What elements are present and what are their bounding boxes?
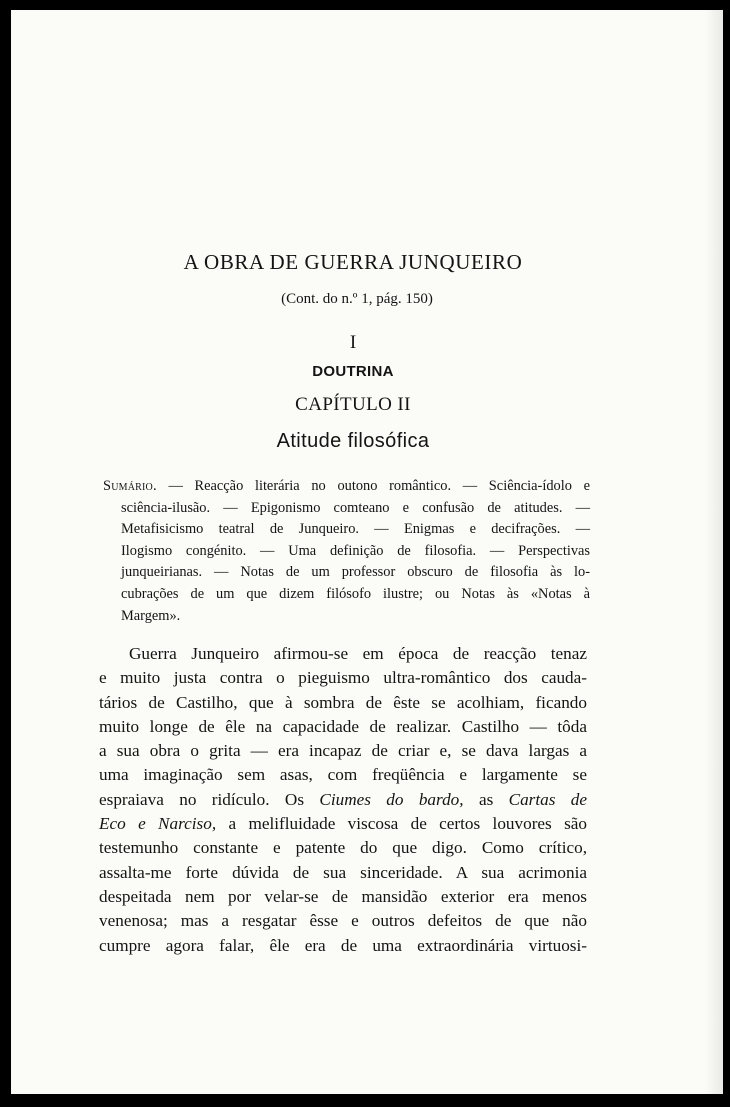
document-page [11, 10, 723, 1094]
body-line: cumpre agora falar, êle era de uma extraordinária virtuosi- [99, 935, 587, 955]
article-subtitle: (Cont. do n.º 1, pág. 150) [281, 291, 433, 307]
body-line: despeitada nem por velar-se de mansidão exterior era menos [99, 886, 587, 906]
book-title-cartas: Cartas de [508, 789, 588, 809]
summary-line: cubrações de um que dizem filósofo ilustre; ou Notas às «Notas à [121, 585, 590, 602]
body-line: espraiava no ridículo. Os Ciumes do bardo, as Cartas de [99, 789, 588, 809]
body-line: muito longe de êle na capacidade de realizar. Castilho — tôda [99, 716, 587, 736]
body-line: assalta-me forte dúvida de sua sinceridade. A sua acrimonia [99, 862, 587, 882]
part-number: I [349, 332, 357, 353]
summary-line: junqueirianas. — Notas de um professor obscuro de filosofia às lo- [121, 564, 590, 581]
body-line: venenosa; mas a resgatar êsse e outros defeitos de que não [99, 911, 587, 931]
summary-line: Metafisicismo teatral de Junqueiro. — Enigmas e decifrações. — [121, 521, 590, 538]
article-title: A OBRA DE GUERRA JUNQUEIRO [183, 250, 523, 274]
body-line: Guerra Junqueiro afirmou-se em época de reacção tenaz [129, 644, 587, 663]
summary-line: Ilogismo congénito. — Uma definição de filosofia. — Perspectivas [121, 542, 590, 559]
body-line: e muito justa contra o pieguismo ultra-romântico dos cauda- [99, 668, 587, 688]
body-line: a sua obra o grita — era incapaz de criar e, se dava largas a [99, 741, 587, 761]
summary-line: Margem». [121, 607, 181, 624]
book-title-ciumes: Ciumes do bardo, [319, 789, 464, 809]
summary-line: Sumário. — Reacção literária no outono romântico. — Sciência-ídolo e [103, 478, 590, 494]
chapter-heading: CAPÍTULO II [295, 394, 411, 415]
book-title-cartas-cont: Eco e Narciso, [99, 814, 217, 834]
body-line: testemunho constante e patente do que digo. Como crítico, [99, 838, 587, 858]
chapter-title: Atitude filosófica [276, 430, 430, 452]
body-line: uma imaginação sem asas, com freqüência e largamente se [99, 765, 587, 785]
summary-line: sciência-ilusão. — Epigonismo comteano e confusão de atitudes. — [121, 499, 590, 516]
body-line: tários de Castilho, que à sombra de êste se acolhiam, ficando [99, 692, 587, 712]
body-line: Eco e Narciso, a melifluidade viscosa de certos louvores são [99, 814, 587, 834]
part-title: DOUTRINA [312, 363, 394, 380]
summary-label: Sumário. [103, 478, 157, 494]
body-paragraph [99, 642, 587, 958]
summary-block [103, 476, 590, 627]
page-edge-shadow [705, 10, 723, 1094]
